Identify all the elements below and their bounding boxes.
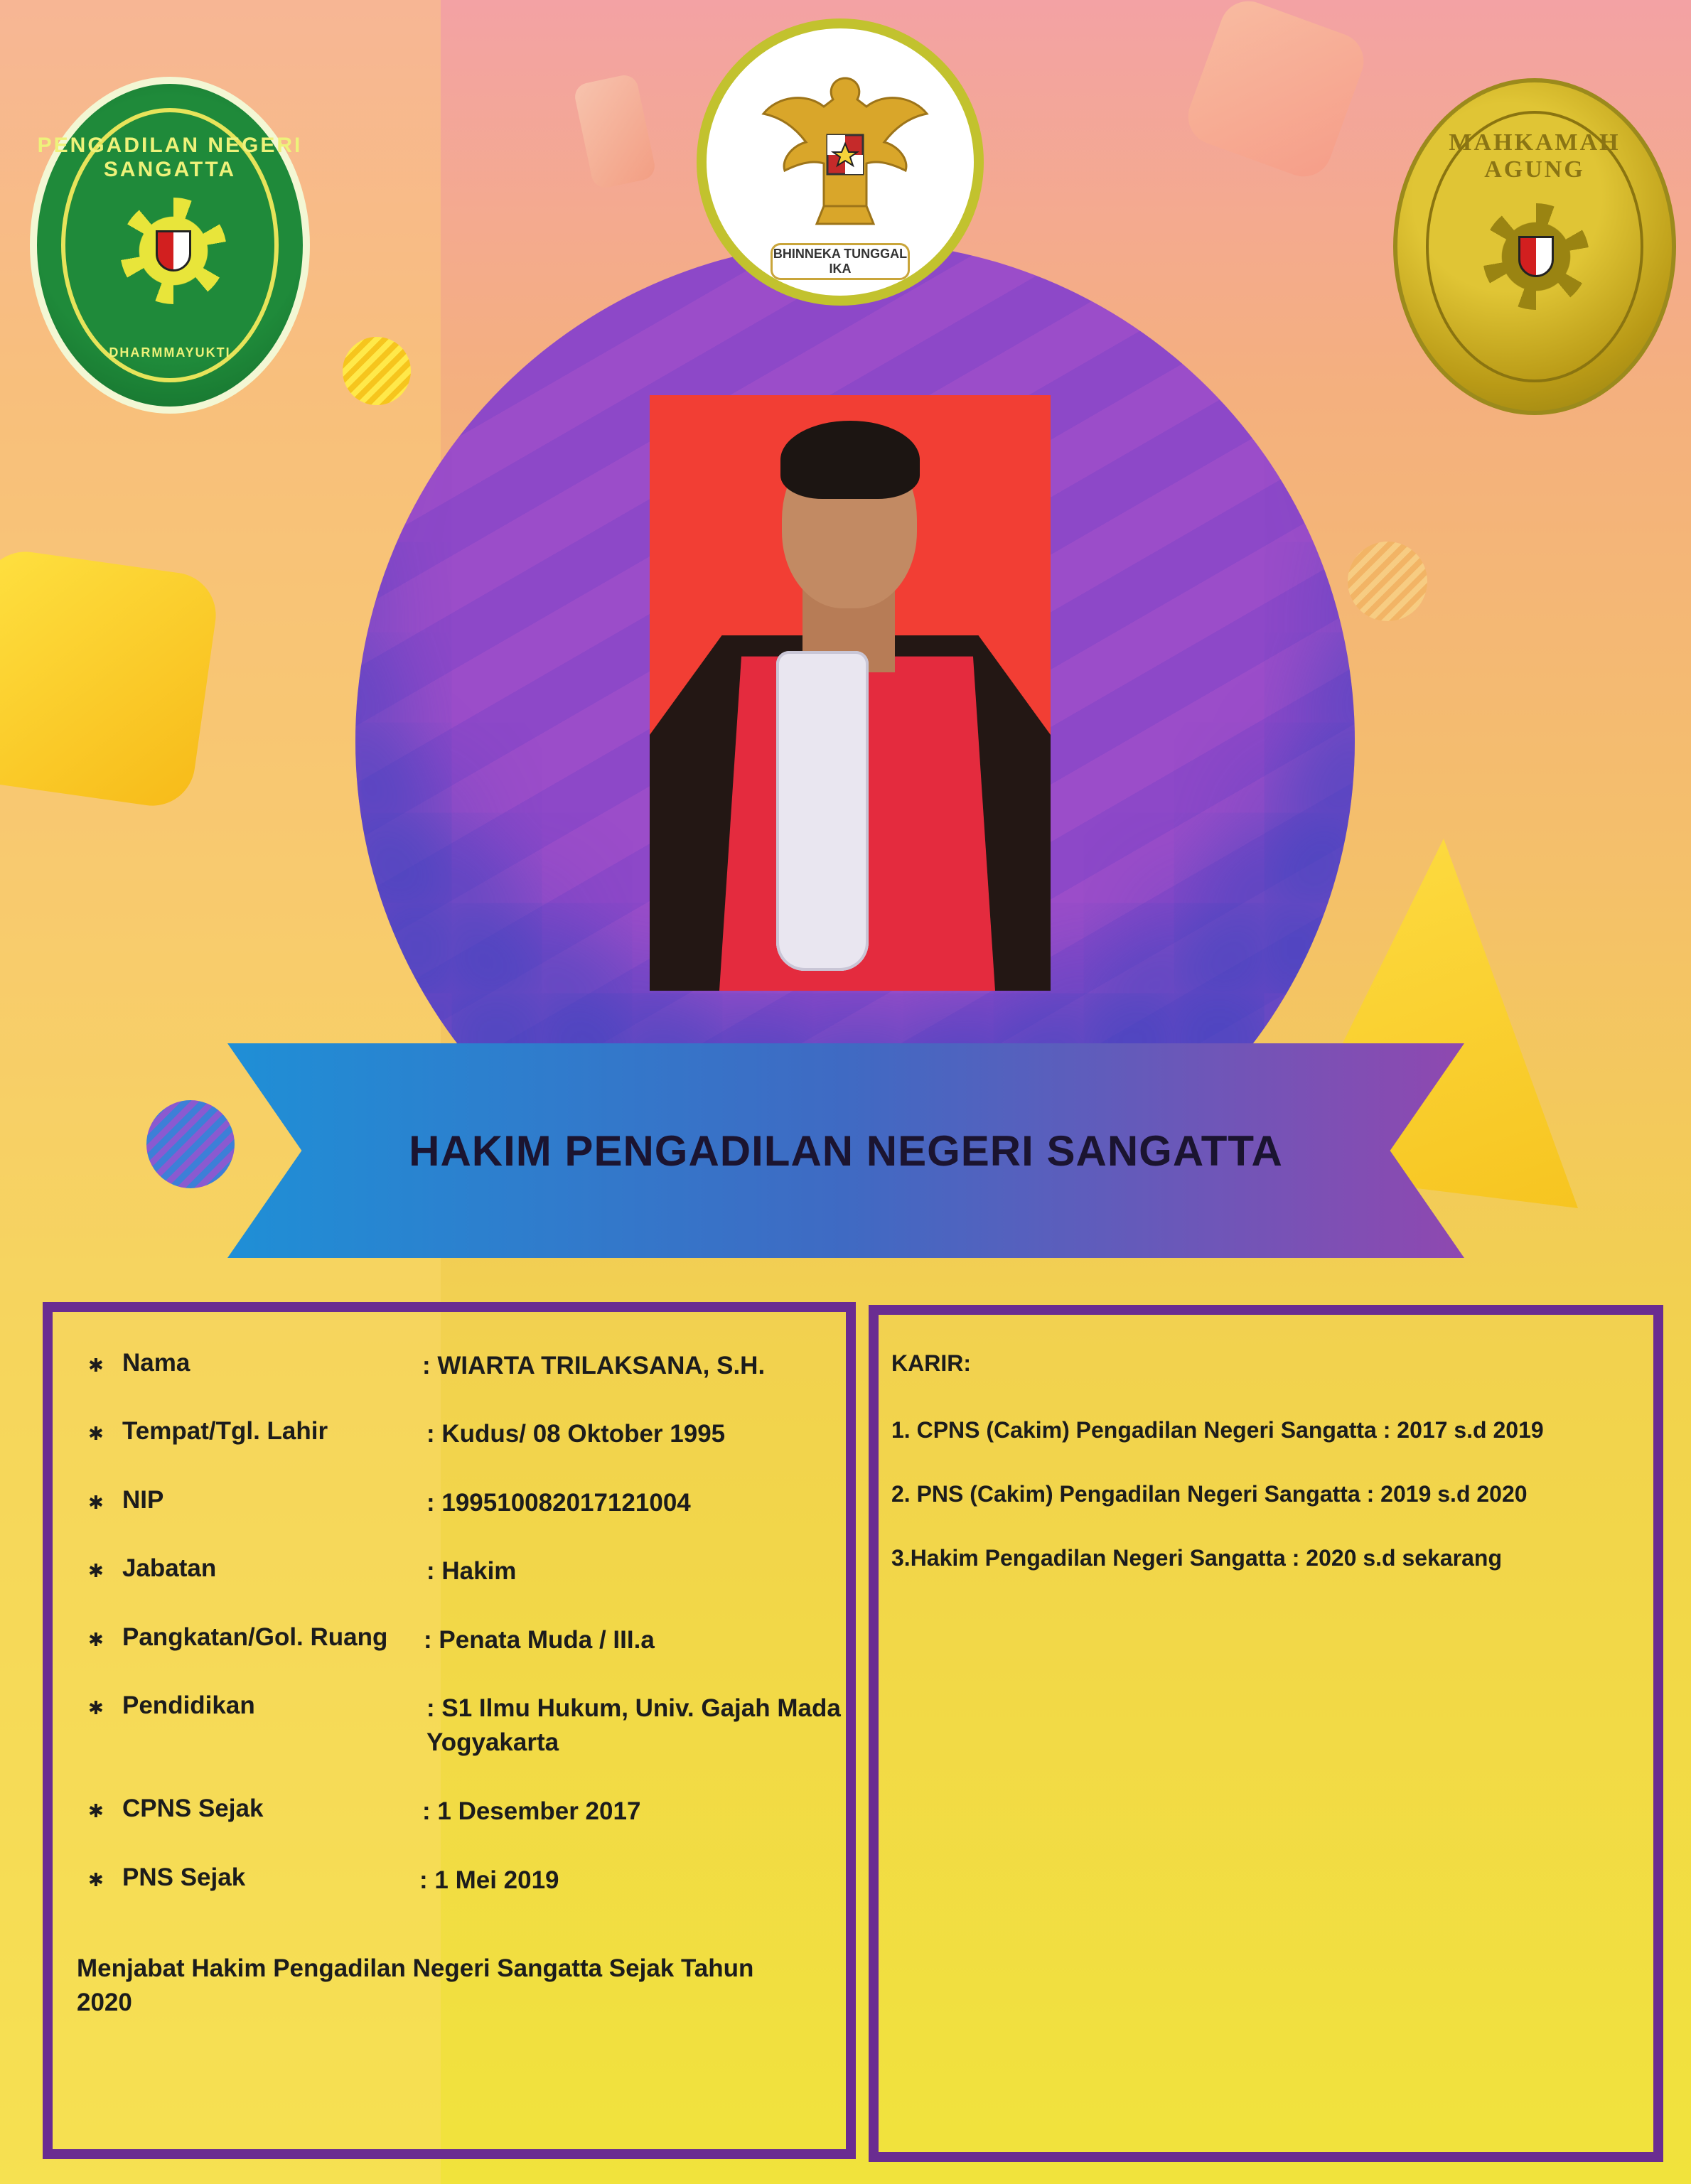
profile-value: : Penata Muda / III.a [424, 1626, 655, 1654]
career-box [869, 1305, 1663, 2162]
profile-label: Pendidikan [122, 1691, 255, 1719]
bullet-icon: ✱ [88, 1697, 104, 1718]
profile-photo [650, 395, 1051, 991]
bullet-icon: ✱ [88, 1629, 104, 1650]
decorative-dot [146, 1100, 235, 1188]
emblem-motto: BHINNEKA TUNGGAL IKA [771, 243, 910, 280]
decorative-cube-top [1180, 0, 1371, 185]
career-item: 1. CPNS (Cakim) Pengadilan Negeri Sangatta : 2017 s.d 2019 [891, 1417, 1544, 1443]
bullet-icon: ✱ [88, 1492, 104, 1513]
profile-value: : WIARTA TRILAKSANA, S.H. [422, 1352, 766, 1379]
career-item: 3.Hakim Pengadilan Negeri Sangatta : 2020 s.d sekarang [891, 1545, 1503, 1571]
court-emblem-logo [30, 77, 310, 414]
shield-icon [1518, 236, 1554, 277]
white-jabot [776, 651, 869, 971]
profile-label: Jabatan [122, 1554, 217, 1582]
bullet-icon: ✱ [88, 1423, 104, 1444]
emblem-sun-icon [1483, 203, 1589, 310]
supreme-court-emblem-logo [1393, 78, 1676, 415]
profile-label: CPNS Sejak [122, 1795, 264, 1822]
decorative-prism [572, 72, 657, 190]
bullet-icon: ✱ [88, 1800, 104, 1822]
career-heading: KARIR: [891, 1350, 971, 1376]
shield-icon [156, 230, 191, 271]
profile-value: : Kudus/ 08 Oktober 1995 [426, 1420, 726, 1448]
profile-label: Tempat/Tgl. Lahir [122, 1417, 328, 1445]
decorative-dot [343, 337, 411, 405]
garuda-emblem-logo [697, 18, 984, 306]
profile-value: : 1 Mei 2019 [419, 1866, 559, 1894]
bullet-icon: ✱ [88, 1355, 104, 1376]
emblem-motto: DHARMMAYUKTI [109, 345, 231, 360]
profile-label: Nama [122, 1349, 190, 1377]
decorative-cube [0, 547, 221, 812]
profile-box [43, 1302, 856, 2159]
hair [780, 421, 920, 499]
profile-label: NIP [122, 1486, 164, 1514]
tenure-statement: Menjabat Hakim Pengadilan Negeri Sangatta Sejak Tahun 2020 [77, 1954, 754, 2016]
decorative-dot [1348, 542, 1427, 621]
emblem-text: MAHKAMAH AGUNG [1449, 129, 1621, 183]
emblem-sun-icon [120, 198, 227, 304]
garuda-icon [756, 64, 934, 242]
bullet-icon: ✱ [88, 1560, 104, 1581]
profile-value: : 199510082017121004 [426, 1489, 691, 1517]
profile-label: PNS Sejak [122, 1863, 246, 1891]
profile-value: : S1 Ilmu Hukum, Univ. Gajah Mada Yogyakarta [426, 1694, 841, 1756]
profile-label: Pangkatan/Gol. Ruang [122, 1623, 388, 1651]
page-title: HAKIM PENGADILAN NEGERI SANGATTA [409, 1126, 1283, 1175]
emblem-text: PENGADILAN NEGERI SANGATTA [37, 134, 303, 181]
career-item: 2. PNS (Cakim) Pengadilan Negeri Sangatta : 2019 s.d 2020 [891, 1481, 1528, 1507]
profile-value: : 1 Desember 2017 [422, 1797, 641, 1825]
bullet-icon: ✱ [88, 1869, 104, 1890]
profile-value: : Hakim [426, 1557, 517, 1585]
